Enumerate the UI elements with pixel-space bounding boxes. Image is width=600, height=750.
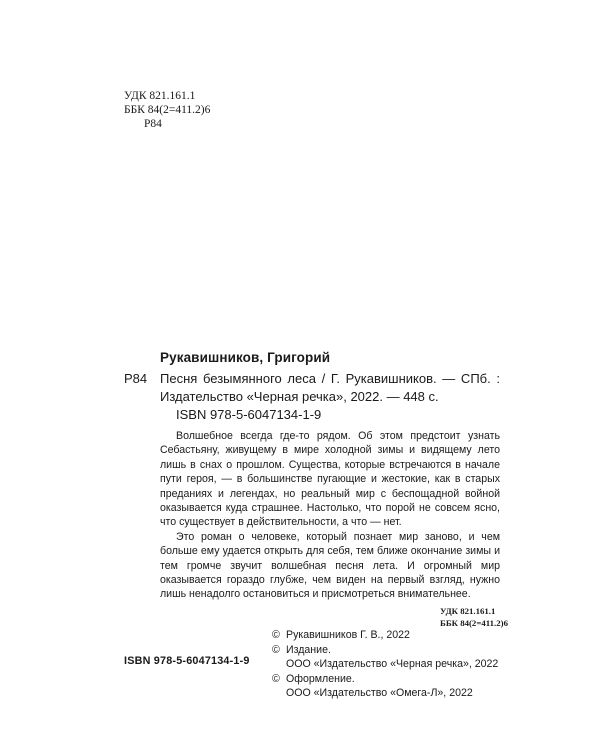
copyright-block <box>272 628 498 701</box>
author-heading: Рукавишников, Григорий <box>160 350 331 365</box>
copyright-edition: Издание. <box>286 643 331 656</box>
udk-code: УДК 821.161.1 <box>124 90 196 102</box>
bbk-code-small: ББК 84(2=411.2)6 <box>440 618 508 628</box>
classification-codes-top <box>124 89 210 131</box>
copyright-line <box>272 628 498 643</box>
annotation-paragraph: Волшебное всегда где-то рядом. Об этом предстоит узнать Себастьяну, живущему в мире холодной зимы и видящему лето лишь в снах о прошлом. Существа, которые встречаются в начале пути героя, — в большинстве пугающие и жестокие, как в старых преданиях и легендах, но реальный мир с беспощадной войной оказывается куда страшнее. Настолько, что порой не совсем ясно, что существует в действительности, а что — нет. <box>160 430 500 529</box>
cutter-code-margin: Р84 <box>124 371 148 386</box>
copyright-line <box>272 643 498 658</box>
isbn-bottom: ISBN 978-5-6047134-1-9 <box>124 655 250 667</box>
copyright-design: Оформление. <box>286 672 355 685</box>
copyright-line <box>272 672 498 687</box>
classification-codes-bottom <box>440 605 508 629</box>
annotation-paragraph: Это роман о человеке, который познает мир заново, и чем больше ему удается открыть для себя, тем ближе окончание зимы и тем громче звучит волшебная песня лета. И огромный мир оказывается гораздо глубже, чем виден на первый взгляд, нужно лишь ненадолго остановиться и присмотреться внимательнее. <box>160 530 500 601</box>
copyright-symbol: © <box>272 629 280 641</box>
annotation <box>160 429 500 602</box>
bib-publisher-line: Издательство «Черная речка», 2022. — 448 с. <box>160 389 439 404</box>
copyright-designer: ООО «Издательство «Омега-Л», 2022 <box>286 687 473 700</box>
copyright-symbol: © <box>272 672 280 685</box>
copyright-symbol: © <box>272 643 280 656</box>
bib-title-line: Песня безымянного леса / Г. Рукавишников. — СПб. : <box>160 371 500 386</box>
isbn-line: ISBN 978-5-6047134-1-9 <box>176 407 322 422</box>
copyright-author: Рукавишников Г. В., 2022 <box>286 629 410 641</box>
cutter-code: Р84 <box>144 118 162 130</box>
copyright-publisher: ООО «Издательство «Черная речка», 2022 <box>286 658 499 671</box>
bibliographic-description <box>160 370 500 406</box>
udk-code-small: УДК 821.161.1 <box>440 606 496 616</box>
bbk-code: ББК 84(2=411.2)6 <box>124 104 211 116</box>
